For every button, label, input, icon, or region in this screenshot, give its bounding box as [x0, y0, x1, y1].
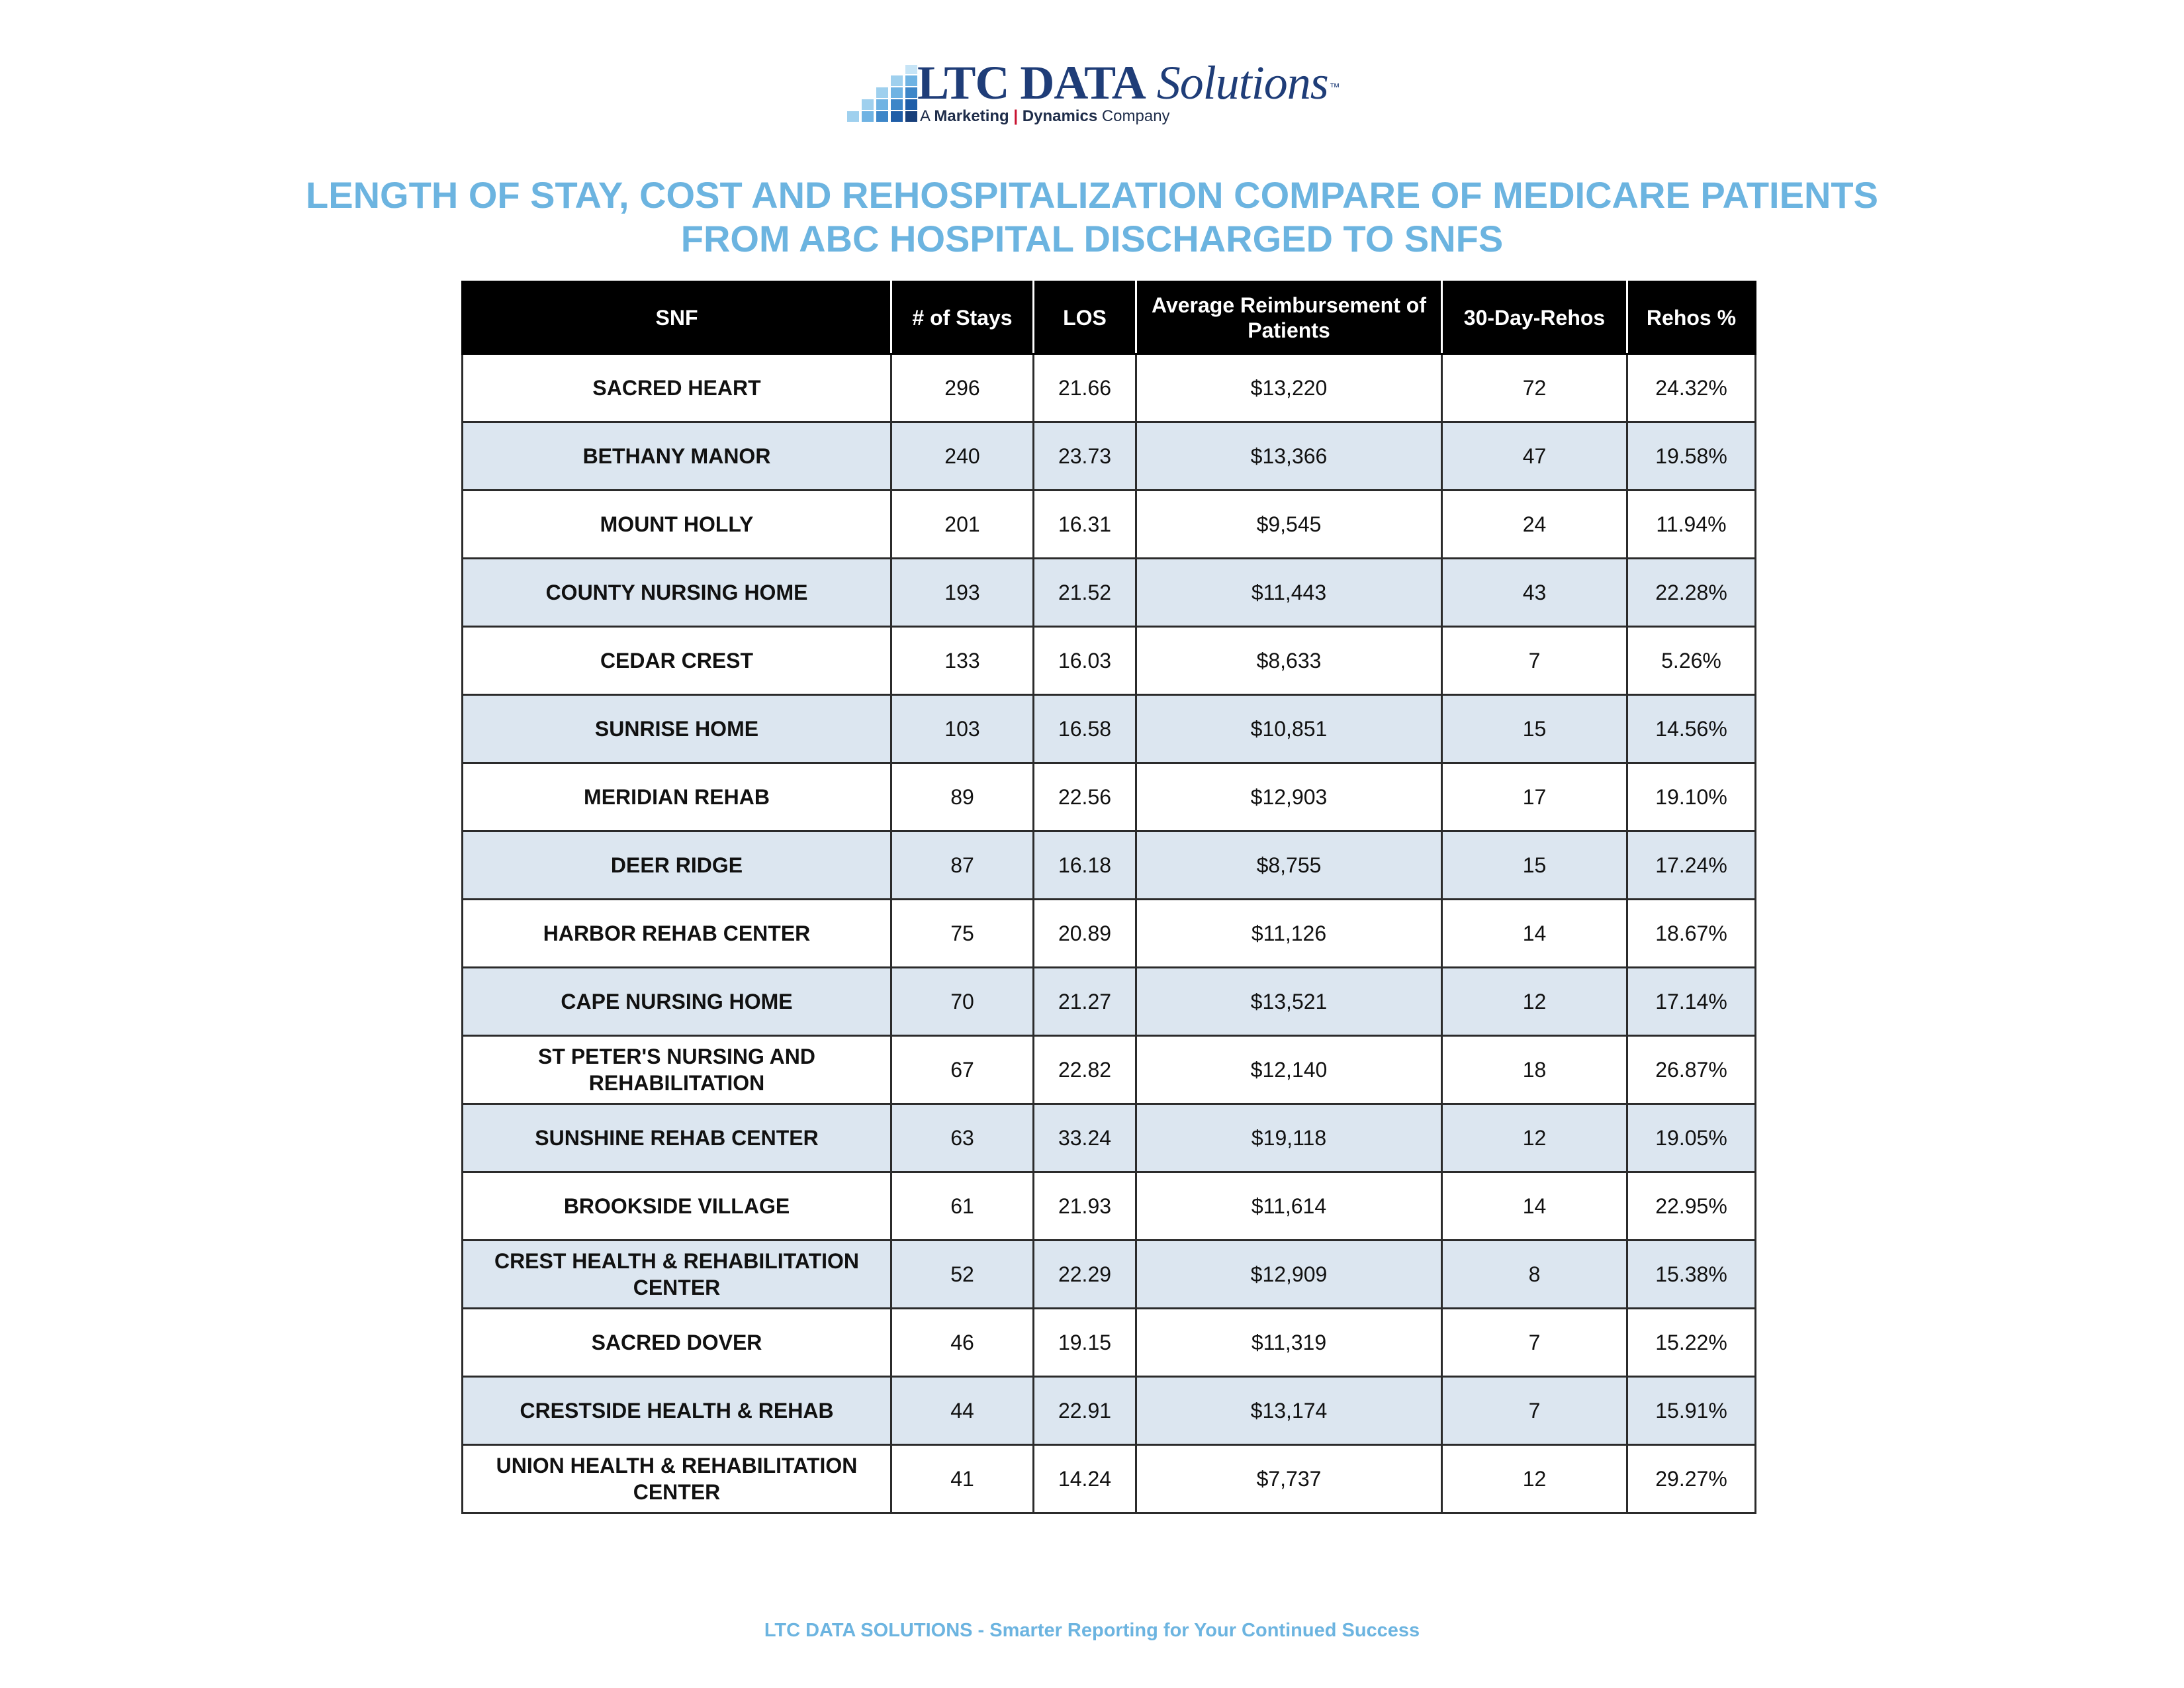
- brand-tagline: [920, 107, 1170, 126]
- reimbursement-cell: $8,633: [1136, 627, 1442, 695]
- los-cell: 16.03: [1034, 627, 1136, 695]
- stays-cell: 193: [891, 559, 1034, 627]
- page-title-line-2: FROM ABC HOSPITAL DISCHARGED TO SNFS: [680, 218, 1504, 259]
- reimbursement-cell: $11,443: [1136, 559, 1442, 627]
- brand-name-part1: LTC DATA: [917, 56, 1146, 109]
- column-header-rehos-percent: Rehos %: [1627, 282, 1756, 354]
- snf-name-cell: BROOKSIDE VILLAGE: [463, 1172, 891, 1241]
- snf-name-cell: CEDAR CREST: [463, 627, 891, 695]
- reimbursement-cell: $9,545: [1136, 491, 1442, 559]
- reimbursement-cell: $8,755: [1136, 831, 1442, 900]
- reimbursement-cell: $11,126: [1136, 900, 1442, 968]
- tagline-brand-2: Dynamics: [1022, 107, 1098, 125]
- table-row: [463, 422, 1756, 491]
- snf-name-cell: SUNRISE HOME: [463, 695, 891, 763]
- rehos-count-cell: 12: [1442, 1445, 1627, 1513]
- reimbursement-cell: $11,319: [1136, 1309, 1442, 1377]
- snf-name-cell: SACRED DOVER: [463, 1309, 891, 1377]
- reimbursement-cell: $10,851: [1136, 695, 1442, 763]
- tagline-prefix: A: [920, 107, 930, 125]
- logo-bar-chart-icon: [847, 65, 925, 124]
- los-cell: 14.24: [1034, 1445, 1136, 1513]
- table-row: [463, 1445, 1756, 1513]
- stays-cell: 89: [891, 763, 1034, 831]
- rehos-percent-cell: 19.10%: [1627, 763, 1756, 831]
- rehos-percent-cell: 24.32%: [1627, 354, 1756, 422]
- los-cell: 22.29: [1034, 1241, 1136, 1309]
- table-row: [463, 559, 1756, 627]
- stays-cell: 201: [891, 491, 1034, 559]
- rehos-percent-cell: 17.14%: [1627, 968, 1756, 1036]
- stays-cell: 296: [891, 354, 1034, 422]
- table-row: [463, 491, 1756, 559]
- page-title-line-1: LENGTH OF STAY, COST AND REHOSPITALIZATION COMPARE OF MEDICARE PATIENTS: [306, 174, 1878, 216]
- reimbursement-cell: $12,903: [1136, 763, 1442, 831]
- rehos-count-cell: 7: [1442, 1377, 1627, 1445]
- rehos-count-cell: 14: [1442, 1172, 1627, 1241]
- reimbursement-cell: $11,614: [1136, 1172, 1442, 1241]
- los-cell: 21.27: [1034, 968, 1136, 1036]
- los-cell: 21.66: [1034, 354, 1136, 422]
- column-header-30-day-rehos: 30-Day-Rehos: [1442, 282, 1627, 354]
- snf-name-cell: CREST HEALTH & REHABILITATION CENTER: [463, 1241, 891, 1309]
- rehos-count-cell: 72: [1442, 354, 1627, 422]
- snf-name-cell: BETHANY MANOR: [463, 422, 891, 491]
- los-cell: 16.18: [1034, 831, 1136, 900]
- stays-cell: 63: [891, 1104, 1034, 1172]
- rehos-percent-cell: 17.24%: [1627, 831, 1756, 900]
- los-cell: 22.82: [1034, 1036, 1136, 1104]
- column-header-stays: # of Stays: [891, 282, 1034, 354]
- rehos-count-cell: 47: [1442, 422, 1627, 491]
- table-row: [463, 831, 1756, 900]
- snf-name-cell: MOUNT HOLLY: [463, 491, 891, 559]
- column-header-reimbursement: Average Reimbursement of Patients: [1136, 282, 1442, 354]
- trademark-symbol: ™: [1329, 82, 1340, 93]
- los-cell: 22.91: [1034, 1377, 1136, 1445]
- los-cell: 23.73: [1034, 422, 1136, 491]
- table-row: [463, 1377, 1756, 1445]
- los-cell: 21.93: [1034, 1172, 1136, 1241]
- reimbursement-cell: $19,118: [1136, 1104, 1442, 1172]
- rehos-count-cell: 7: [1442, 1309, 1627, 1377]
- rehos-percent-cell: 26.87%: [1627, 1036, 1756, 1104]
- table-row: [463, 1309, 1756, 1377]
- rehos-count-cell: 17: [1442, 763, 1627, 831]
- stays-cell: 103: [891, 695, 1034, 763]
- rehos-count-cell: 8: [1442, 1241, 1627, 1309]
- table-row: [463, 968, 1756, 1036]
- snf-name-cell: HARBOR REHAB CENTER: [463, 900, 891, 968]
- rehos-percent-cell: 19.58%: [1627, 422, 1756, 491]
- rehos-percent-cell: 29.27%: [1627, 1445, 1756, 1513]
- rehos-percent-cell: 19.05%: [1627, 1104, 1756, 1172]
- rehos-count-cell: 18: [1442, 1036, 1627, 1104]
- stays-cell: 52: [891, 1241, 1034, 1309]
- rehos-count-cell: 15: [1442, 831, 1627, 900]
- table-row: [463, 1036, 1756, 1104]
- reimbursement-cell: $12,140: [1136, 1036, 1442, 1104]
- reimbursement-cell: $12,909: [1136, 1241, 1442, 1309]
- rehos-percent-cell: 15.22%: [1627, 1309, 1756, 1377]
- snf-name-cell: SACRED HEART: [463, 354, 891, 422]
- reimbursement-cell: $13,220: [1136, 354, 1442, 422]
- snf-name-cell: SUNSHINE REHAB CENTER: [463, 1104, 891, 1172]
- rehos-percent-cell: 22.95%: [1627, 1172, 1756, 1241]
- snf-comparison-table: [461, 281, 1756, 1514]
- reimbursement-cell: $13,366: [1136, 422, 1442, 491]
- los-cell: 20.89: [1034, 900, 1136, 968]
- los-cell: 22.56: [1034, 763, 1136, 831]
- table-header-row: [463, 282, 1756, 354]
- rehos-percent-cell: 11.94%: [1627, 491, 1756, 559]
- stays-cell: 67: [891, 1036, 1034, 1104]
- rehos-percent-cell: 5.26%: [1627, 627, 1756, 695]
- stays-cell: 46: [891, 1309, 1034, 1377]
- brand-name-part2: Solutions: [1156, 56, 1328, 109]
- rehos-count-cell: 15: [1442, 695, 1627, 763]
- stays-cell: 44: [891, 1377, 1034, 1445]
- table-body: [463, 354, 1756, 1513]
- table-row: [463, 627, 1756, 695]
- snf-name-cell: ST PETER'S NURSING AND REHABILITATION: [463, 1036, 891, 1104]
- table-row: [463, 1172, 1756, 1241]
- table-row: [463, 1241, 1756, 1309]
- rehos-percent-cell: 15.38%: [1627, 1241, 1756, 1309]
- brand-logo: [847, 56, 1350, 132]
- rehos-count-cell: 24: [1442, 491, 1627, 559]
- rehos-count-cell: 12: [1442, 1104, 1627, 1172]
- stays-cell: 61: [891, 1172, 1034, 1241]
- los-cell: 33.24: [1034, 1104, 1136, 1172]
- stays-cell: 87: [891, 831, 1034, 900]
- tagline-brand-1: Marketing: [934, 107, 1009, 125]
- rehos-percent-cell: 18.67%: [1627, 900, 1756, 968]
- rehos-count-cell: 12: [1442, 968, 1627, 1036]
- tagline-suffix: Company: [1101, 107, 1170, 125]
- snf-name-cell: DEER RIDGE: [463, 831, 891, 900]
- stays-cell: 240: [891, 422, 1034, 491]
- column-header-snf: SNF: [463, 282, 891, 354]
- table-row: [463, 695, 1756, 763]
- los-cell: 16.58: [1034, 695, 1136, 763]
- rehos-percent-cell: 22.28%: [1627, 559, 1756, 627]
- rehos-count-cell: 14: [1442, 900, 1627, 968]
- los-cell: 21.52: [1034, 559, 1136, 627]
- rehos-percent-cell: 15.91%: [1627, 1377, 1756, 1445]
- los-cell: 16.31: [1034, 491, 1136, 559]
- snf-name-cell: MERIDIAN REHAB: [463, 763, 891, 831]
- stays-cell: 70: [891, 968, 1034, 1036]
- column-header-los: LOS: [1034, 282, 1136, 354]
- snf-name-cell: CRESTSIDE HEALTH & REHAB: [463, 1377, 891, 1445]
- reimbursement-cell: $13,174: [1136, 1377, 1442, 1445]
- snf-name-cell: CAPE NURSING HOME: [463, 968, 891, 1036]
- page-footer: LTC DATA SOLUTIONS - Smarter Reporting for Your Continued Success: [764, 1620, 1420, 1641]
- stays-cell: 133: [891, 627, 1034, 695]
- brand-name: [917, 57, 1340, 109]
- snf-name-cell: UNION HEALTH & REHABILITATION CENTER: [463, 1445, 891, 1513]
- table-row: [463, 1104, 1756, 1172]
- tagline-separator: |: [1013, 107, 1019, 125]
- rehos-count-cell: 7: [1442, 627, 1627, 695]
- table-row: [463, 900, 1756, 968]
- reimbursement-cell: $13,521: [1136, 968, 1442, 1036]
- reimbursement-cell: $7,737: [1136, 1445, 1442, 1513]
- table-row: [463, 763, 1756, 831]
- los-cell: 19.15: [1034, 1309, 1136, 1377]
- rehos-count-cell: 43: [1442, 559, 1627, 627]
- snf-name-cell: COUNTY NURSING HOME: [463, 559, 891, 627]
- rehos-percent-cell: 14.56%: [1627, 695, 1756, 763]
- table-row: [463, 354, 1756, 422]
- stays-cell: 75: [891, 900, 1034, 968]
- stays-cell: 41: [891, 1445, 1034, 1513]
